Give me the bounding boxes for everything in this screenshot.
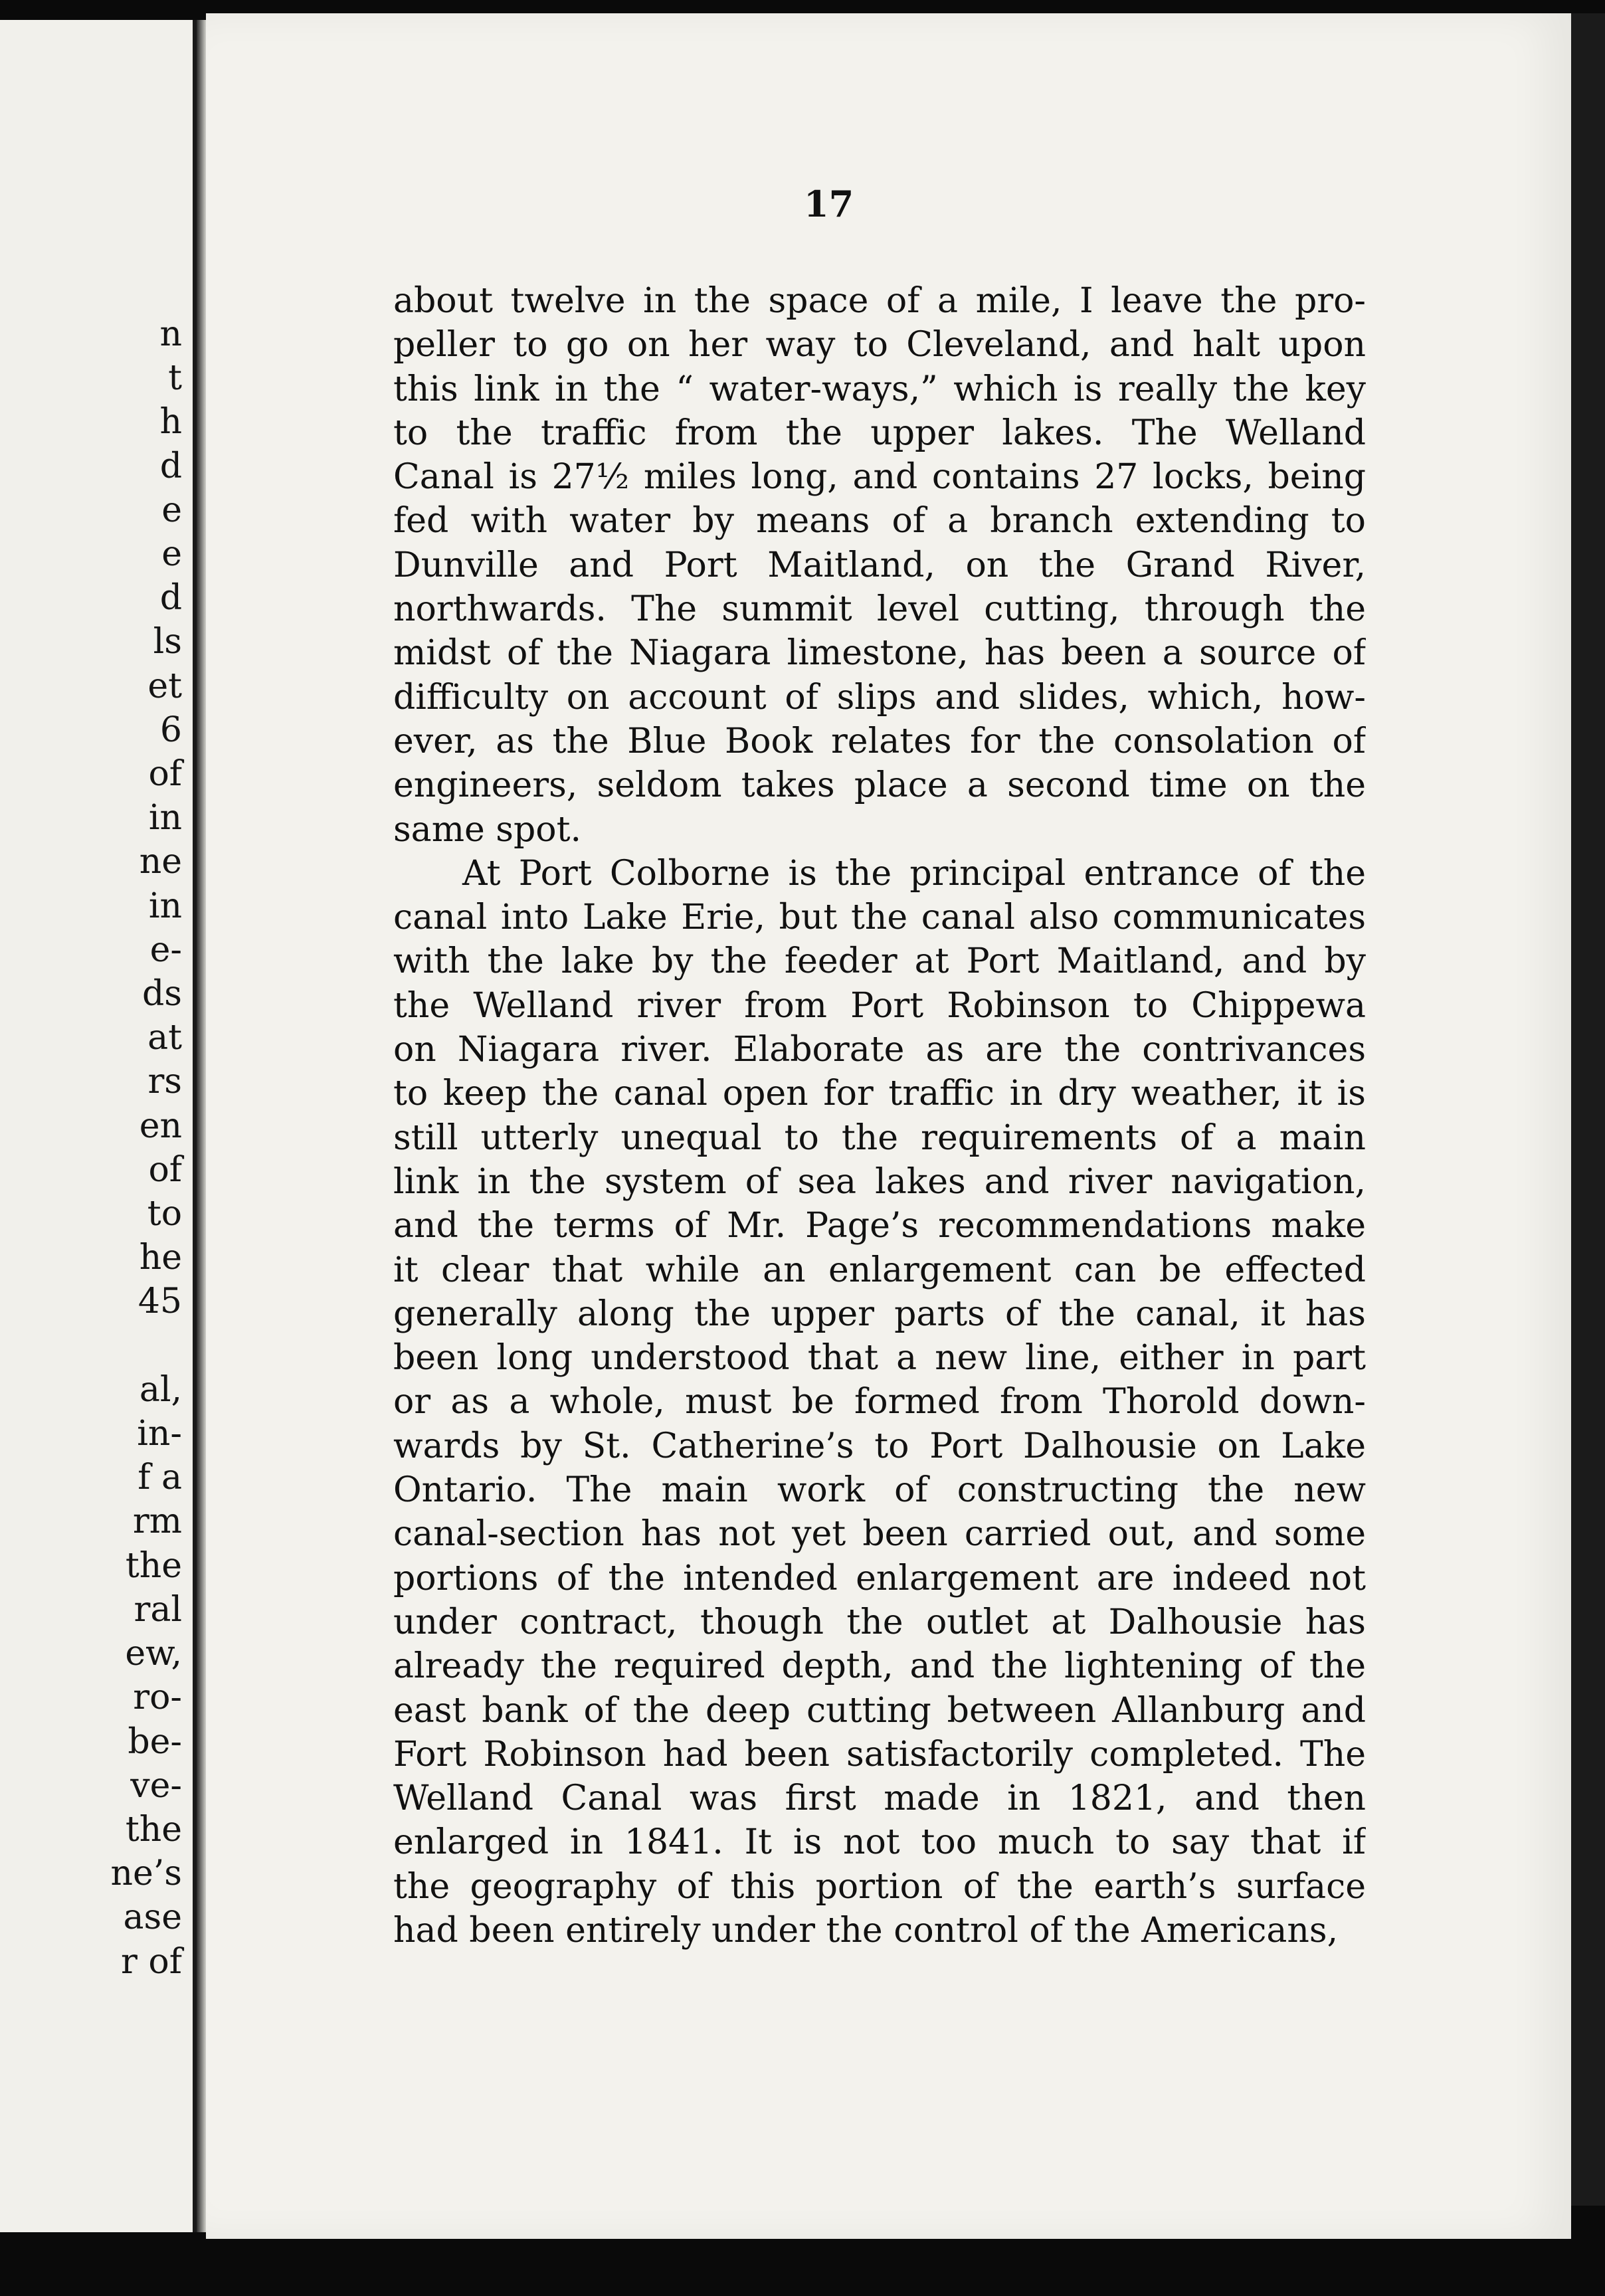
previous-page-line-end bbox=[111, 1324, 182, 1368]
text-line: already the required depth, and the lightening of the bbox=[393, 1646, 1366, 1687]
text-line: Dunville and Port Maitland, on the Grand River, bbox=[393, 545, 1366, 585]
text-line: wards by St. Catherine’s to Port Dalhousie on Lake bbox=[393, 1426, 1366, 1466]
previous-page-line-end: in bbox=[148, 798, 182, 838]
previous-page-line-end: the bbox=[125, 1809, 182, 1850]
page-edge-shadow bbox=[1571, 13, 1605, 2206]
previous-page-line-end: e bbox=[161, 490, 182, 530]
previous-page-line-end: et bbox=[147, 666, 182, 706]
previous-page-line-end: e- bbox=[149, 929, 182, 970]
text-line: and the terms of Mr. Page’s recommendations make bbox=[393, 1206, 1366, 1246]
previous-page-line-end: al, bbox=[139, 1369, 182, 1410]
text-line: At Port Colborne is the principal entrance of the bbox=[462, 853, 1366, 894]
text-line: under contract, though the outlet at Dalhousie has bbox=[393, 1602, 1366, 1642]
previous-page-line-end: rs bbox=[147, 1062, 182, 1102]
previous-page-line-end: r of bbox=[121, 1941, 182, 1982]
previous-page-line-end: ro- bbox=[133, 1677, 182, 1718]
text-line: engineers, seldom takes place a second time on the bbox=[393, 765, 1366, 806]
previous-page-line-end: be- bbox=[128, 1721, 182, 1762]
previous-page-fragment bbox=[0, 20, 197, 2232]
previous-page-line-end: to bbox=[147, 1194, 182, 1234]
text-line: this link in the “ water-ways,” which is really the key bbox=[393, 369, 1366, 409]
text-line: with the lake by the feeder at Port Maitland, and by bbox=[393, 941, 1366, 982]
text-line: canal-section has not yet been carried out, and some bbox=[393, 1514, 1366, 1555]
previous-page-line-end: en bbox=[139, 1105, 182, 1146]
text-line: Ontario. The main work of constructing the new bbox=[393, 1470, 1366, 1511]
text-line: difficulty on account of slips and slides, which, how- bbox=[393, 677, 1366, 718]
text-line: about twelve in the space of a mile, I leave the pro- bbox=[393, 281, 1366, 321]
previous-page-line-end: ral bbox=[134, 1589, 182, 1630]
previous-page-line-end: h bbox=[159, 402, 182, 442]
previous-page-line-end: ne’s bbox=[110, 1854, 182, 1894]
previous-page-line-end: the bbox=[125, 1545, 182, 1586]
text-line: generally along the upper parts of the canal, it has bbox=[393, 1293, 1366, 1334]
previous-page-line-end: e bbox=[161, 534, 182, 575]
page-number: 17 bbox=[804, 183, 854, 225]
previous-page-line-end: at bbox=[147, 1018, 182, 1058]
previous-page-line-end: d bbox=[159, 446, 182, 486]
previous-page-line-end: 6 bbox=[159, 710, 182, 750]
text-line: Welland Canal was first made in 1821, and then bbox=[393, 1778, 1366, 1819]
previous-page-line-end: of bbox=[148, 1149, 182, 1190]
text-line: peller to go on her way to Cleveland, and halt upon bbox=[393, 325, 1366, 365]
text-line: been long understood that a new line, either in part bbox=[393, 1338, 1366, 1379]
text-line: same spot. bbox=[393, 809, 582, 850]
previous-page-line-end: n bbox=[159, 314, 182, 354]
text-line: to the traffic from the upper lakes. The Welland bbox=[393, 413, 1366, 453]
text-line: it clear that while an enlargement can be effected bbox=[393, 1250, 1366, 1290]
book-gutter bbox=[197, 20, 206, 2232]
text-line: Fort Robinson had been satisfactorily completed. The bbox=[393, 1734, 1366, 1774]
previous-page-line-end: d bbox=[159, 578, 182, 619]
previous-page-line-end: ew, bbox=[125, 1634, 182, 1674]
text-line: link in the system of sea lakes and river navigation, bbox=[393, 1161, 1366, 1202]
previous-page-line-end: of bbox=[148, 754, 182, 795]
previous-page-line-end: t bbox=[168, 358, 182, 399]
text-line: to keep the canal open for traffic in dry weather, it is bbox=[393, 1074, 1366, 1114]
previous-page-line-end: ls bbox=[153, 622, 182, 662]
text-line: midst of the Niagara limestone, has been a source of bbox=[393, 633, 1366, 674]
previous-page-line-end: ne bbox=[139, 842, 182, 882]
text-line: fed with water by means of a branch extending to bbox=[393, 501, 1366, 541]
previous-page-line-end: he bbox=[139, 1238, 182, 1278]
previous-page-line-end: ve- bbox=[130, 1765, 182, 1806]
previous-page-line-end: ase bbox=[123, 1897, 182, 1938]
previous-page-line-end: f a bbox=[138, 1458, 182, 1498]
previous-page-line-end: ds bbox=[142, 974, 182, 1014]
text-line: had been entirely under the control of the Americans, bbox=[393, 1910, 1339, 1951]
text-line: on Niagara river. Elaborate as are the contrivances bbox=[393, 1030, 1366, 1070]
previous-page-line-end: rm bbox=[132, 1501, 182, 1542]
previous-page-line-end: in bbox=[148, 886, 182, 926]
previous-page-line-end: in- bbox=[137, 1414, 182, 1454]
text-line: the geography of this portion of the earth’s surface bbox=[393, 1866, 1366, 1907]
text-line: canal into Lake Erie, but the canal also communicates bbox=[393, 898, 1366, 938]
text-line: or as a whole, must be formed from Thorold down- bbox=[393, 1382, 1366, 1422]
text-line: still utterly unequal to the requirements of a main bbox=[393, 1117, 1366, 1158]
text-line: ever, as the Blue Book relates for the consolation of bbox=[393, 721, 1366, 761]
previous-page-line-end: 45 bbox=[138, 1282, 182, 1322]
page-body-text bbox=[393, 279, 1366, 1953]
text-line: enlarged in 1841. It is not too much to say that if bbox=[393, 1822, 1366, 1863]
text-line: east bank of the deep cutting between Allanburg and bbox=[393, 1690, 1366, 1731]
previous-page-line-ends bbox=[111, 312, 182, 1984]
text-line: portions of the intended enlargement are indeed not bbox=[393, 1558, 1366, 1598]
text-line: Canal is 27½ miles long, and contains 27 locks, being bbox=[393, 457, 1366, 498]
text-line: the Welland river from Port Robinson to Chippewa bbox=[393, 985, 1366, 1026]
text-line: northwards. The summit level cutting, through the bbox=[393, 589, 1366, 630]
